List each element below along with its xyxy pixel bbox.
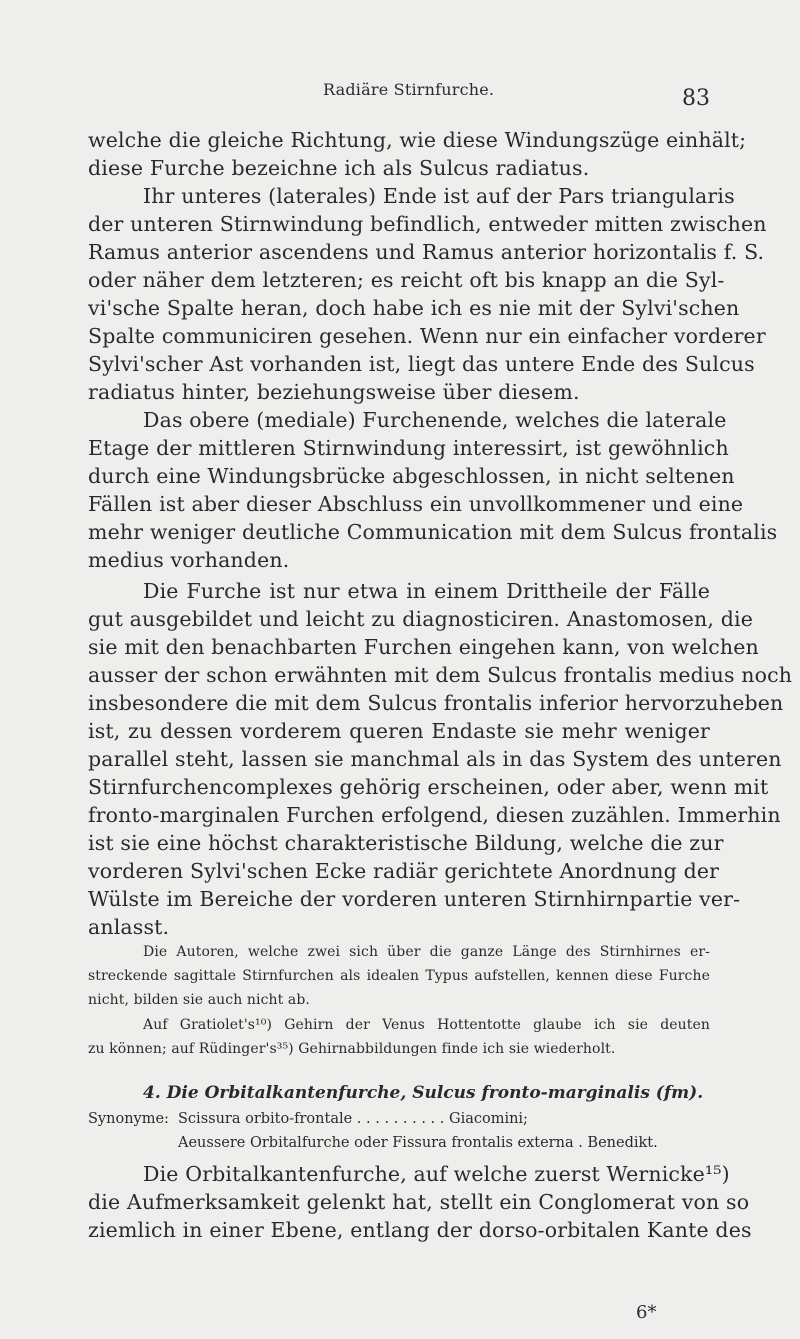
body-line: der unteren Stirnwindung befindlich, entweder mitten zwischen <box>88 212 767 236</box>
note-line: streckende sagittale Stirnfurchen als idealen Typus aufstellen, kennen diese Furche <box>88 968 710 984</box>
synonym-entry: Scissura orbito-frontale . . . . . . . . . . Giacomini; <box>178 1111 528 1127</box>
synonyms-label: Synonyme: <box>88 1111 169 1127</box>
signature-mark: 6* <box>636 1302 657 1323</box>
body-line: Ramus anterior ascendens und Ramus anterior horizontalis f. S. <box>88 240 765 264</box>
body-line: diese Furche bezeichne ich als Sulcus radiatus. <box>88 156 590 180</box>
body-line: durch eine Windungsbrücke abgeschlossen, in nicht seltenen <box>88 464 735 488</box>
body-line: Stirnfurchencomplexes gehörig erscheinen, oder aber, wenn mit <box>88 775 769 799</box>
body-line: vorderen Sylvi'schen Ecke radiär gerichtete Anordnung der <box>88 859 720 883</box>
body-line: vi'sche Spalte heran, doch habe ich es nie mit der Sylvi'schen <box>88 296 740 320</box>
note-line: zu können; auf Rüdinger's³⁵) Gehirnabbildungen finde ich sie wiederholt. <box>88 1041 616 1057</box>
body-line: insbesondere die mit dem Sulcus frontalis inferior hervorzuheben <box>88 691 784 715</box>
body-line: parallel steht, lassen sie manchmal als in das System des unteren <box>88 747 782 771</box>
body-line: Das obere (mediale) Furchenende, welches die laterale <box>143 408 727 432</box>
body-line: Ihr unteres (laterales) Ende ist auf der Pars triangularis <box>143 184 735 208</box>
body-line: Fällen ist aber dieser Abschluss ein unvollkommener und eine <box>88 492 744 516</box>
body-line: ist, zu dessen vorderem queren Endaste sie mehr weniger <box>88 719 710 743</box>
note-line: Die Autoren, welche zwei sich über die ganze Länge des Stirnhirnes er- <box>143 944 710 960</box>
body-line: anlasst. <box>88 915 170 939</box>
body-line: ausser der schon erwähnten mit dem Sulcus frontalis medius noch <box>88 663 793 687</box>
body-line: Sylvi'scher Ast vorhanden ist, liegt das untere Ende des Sulcus <box>88 352 755 376</box>
body-line: radiatus hinter, beziehungsweise über diesem. <box>88 380 580 404</box>
body-line: Die Furche ist nur etwa in einem Drittheile der Fälle <box>143 579 710 603</box>
body-line: welche die gleiche Richtung, wie diese Windungszüge einhält; <box>88 128 747 152</box>
section-heading: 4. Die Orbitalkantenfurche, Sulcus fronto-marginalis (fm). <box>143 1083 704 1103</box>
body-line: ziemlich in einer Ebene, entlang der dorso-orbitalen Kante des <box>88 1218 752 1242</box>
synonym-entry: Aeussere Orbitalfurche oder Fissura frontalis externa . Benedikt. <box>178 1135 658 1151</box>
body-line: sie mit den benachbarten Furchen eingehen kann, von welchen <box>88 635 759 659</box>
running-header: Radiäre Stirnfurche. <box>323 80 495 99</box>
body-line: Wülste im Bereiche der vorderen unteren Stirnhirnpartie ver- <box>88 887 741 911</box>
body-line: mehr weniger deutliche Communication mit dem Sulcus frontalis <box>88 520 778 544</box>
page-number: 83 <box>682 86 710 111</box>
body-line: fronto-marginalen Furchen erfolgend, diesen zuzählen. Immerhin <box>88 803 781 827</box>
body-line: Spalte communiciren gesehen. Wenn nur ein einfacher vorderer <box>88 324 766 348</box>
body-line: die Aufmerksamkeit gelenkt hat, stellt ein Conglomerat von so <box>88 1190 750 1214</box>
body-line: Etage der mittleren Stirnwindung interessirt, ist gewöhnlich <box>88 436 729 460</box>
body-line: gut ausgebildet und leicht zu diagnosticiren. Anastomosen, die <box>88 607 753 631</box>
body-line: ist sie eine höchst charakteristische Bildung, welche die zur <box>88 831 724 855</box>
note-line: Auf Gratiolet's¹⁰) Gehirn der Venus Hottentotte glaube ich sie deuten <box>143 1017 710 1033</box>
body-line: Die Orbitalkantenfurche, auf welche zuerst Wernicke¹⁵) <box>143 1162 730 1186</box>
body-line: oder näher dem letzteren; es reicht oft bis knapp an die Syl- <box>88 268 725 292</box>
body-line: medius vorhanden. <box>88 548 290 572</box>
note-line: nicht, bilden sie auch nicht ab. <box>88 992 310 1008</box>
